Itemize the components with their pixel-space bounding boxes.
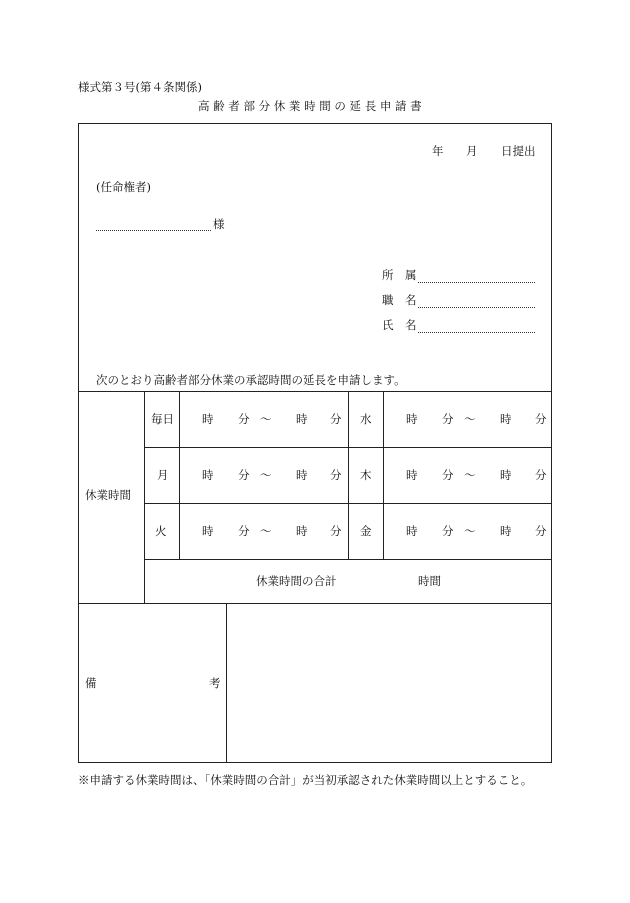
minute-label: 分 [238,524,250,538]
day-every-day: 毎日 [151,412,174,426]
right-day-divider [383,391,384,559]
form-number: 様式第３号(第４条関係) [78,80,202,94]
hour-label: 時 [296,468,308,482]
minute-label: 分 [535,468,547,482]
minute-label: 分 [330,468,342,482]
remarks-field[interactable] [228,605,550,761]
tilde-label: ～ [260,524,272,538]
minute-label: 分 [238,412,250,426]
left-day-divider [179,391,180,559]
name-label: 氏 名 [382,318,417,332]
day-wednesday: 水 [360,412,372,426]
affiliation-label: 所 属 [382,268,417,282]
submission-day-label: 日提出 [501,144,536,158]
minute-label: 分 [442,412,454,426]
minute-label: 分 [535,412,547,426]
tilde-label: ～ [464,468,476,482]
hour-label: 時 [406,412,418,426]
minute-label: 分 [442,524,454,538]
tilde-label: ～ [260,468,272,482]
hour-label: 時 [500,412,512,426]
tilde-label: ～ [260,412,272,426]
position-field[interactable] [418,307,535,308]
hour-label: 時 [296,412,308,426]
day-tuesday: 火 [155,524,167,538]
minute-label: 分 [330,412,342,426]
year-label: 年 [432,144,444,158]
hour-label: 時 [500,524,512,538]
tilde-label: ～ [464,412,476,426]
hour-label: 時 [296,524,308,538]
remarks-divider [226,603,227,763]
name-field[interactable] [418,332,535,333]
hour-label: 時 [202,524,214,538]
month-label: 月 [466,144,478,158]
honorific-label: 様 [213,217,225,231]
minute-label: 分 [535,524,547,538]
total-hours-unit: 時間 [418,574,441,588]
total-rest-hours-label: 休業時間の合計 [256,574,337,588]
intro-text: 次のとおり高齢者部分休業の承認時間の延長を申請します。 [96,373,406,387]
section-label-divider [144,391,145,603]
hour-label: 時 [406,524,418,538]
day-friday: 金 [360,524,372,538]
hour-label: 時 [406,468,418,482]
hour-label: 時 [202,412,214,426]
position-label: 職 名 [382,293,417,307]
hour-label: 時 [202,468,214,482]
hour-label: 時 [500,468,512,482]
table-top-border [78,391,552,392]
addressee-field[interactable] [96,230,211,231]
appointing-authority-label: (任命権者) [96,180,151,194]
tilde-label: ～ [464,524,476,538]
day-thursday: 木 [360,468,372,482]
table-bottom-border [78,603,552,604]
remarks-label-char2: 考 [209,676,221,690]
affiliation-field[interactable] [418,282,535,283]
minute-label: 分 [442,468,454,482]
minute-label: 分 [330,524,342,538]
remarks-label-char1: 備 [85,676,97,690]
row-divider-3 [144,559,552,560]
page-title: 高 齢 者 部 分 休 業 時 間 の 延 長 申 請 書 [198,99,422,113]
footnote: ※申請する休業時間は、「休業時間の合計」が当初承認された休業時間以上とすること。 [78,773,533,787]
day-monday: 月 [157,468,169,482]
center-divider [348,391,349,559]
minute-label: 分 [238,468,250,482]
rest-hours-section-label: 休業時間 [85,488,131,502]
